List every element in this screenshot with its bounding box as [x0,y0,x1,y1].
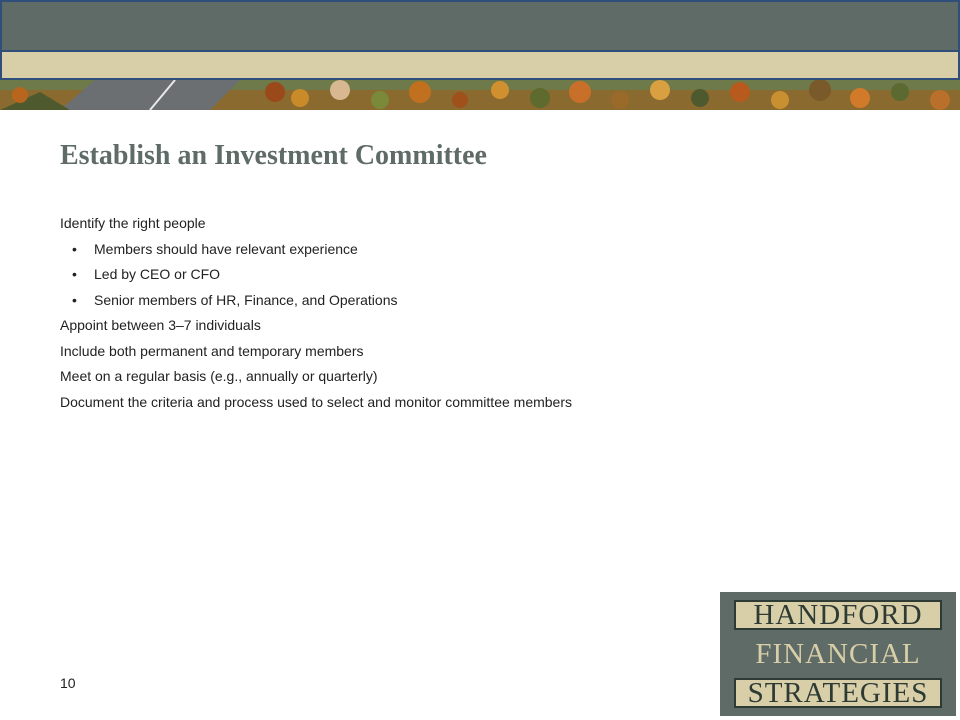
list-item-text: Members should have relevant experience [94,240,358,257]
list-item-text: Led by CEO or CFO [94,266,221,282]
company-logo [720,592,956,716]
list-item-text: Identify the right people [60,215,206,231]
list-item-text: Include both permanent and temporary members [60,342,364,359]
list-item [60,290,920,316]
header-accent-bar [0,52,960,80]
list-item [60,264,920,290]
header-bar [0,0,960,52]
bullet-icon: • [72,240,77,257]
logo-line-financial: FINANCIAL [755,638,921,670]
bullet-icon: • [72,291,77,308]
bullet-list [60,213,920,417]
list-item [60,366,920,392]
logo-line-strategies: STRATEGIES [734,678,942,708]
list-item [60,239,920,265]
list-item [60,341,920,367]
list-item-text: Document the criteria and process used to select and monitor committee members [60,393,573,410]
list-item-text: Senior members of HR, Finance, and Operations [94,291,398,308]
autumn-road-banner-image [0,80,960,110]
list-item [60,213,920,239]
logo-line-handford: HANDFORD [734,600,942,630]
page-number: 10 [60,675,76,691]
list-item [60,392,920,418]
bullet-icon: • [72,266,77,282]
list-item-text: Appoint between 3–7 individuals [60,317,261,333]
list-item [60,315,920,341]
list-item-text: Meet on a regular basis (e.g., annually or quarterly) [60,368,378,384]
slide-title: Establish an Investment Committee [60,140,487,171]
